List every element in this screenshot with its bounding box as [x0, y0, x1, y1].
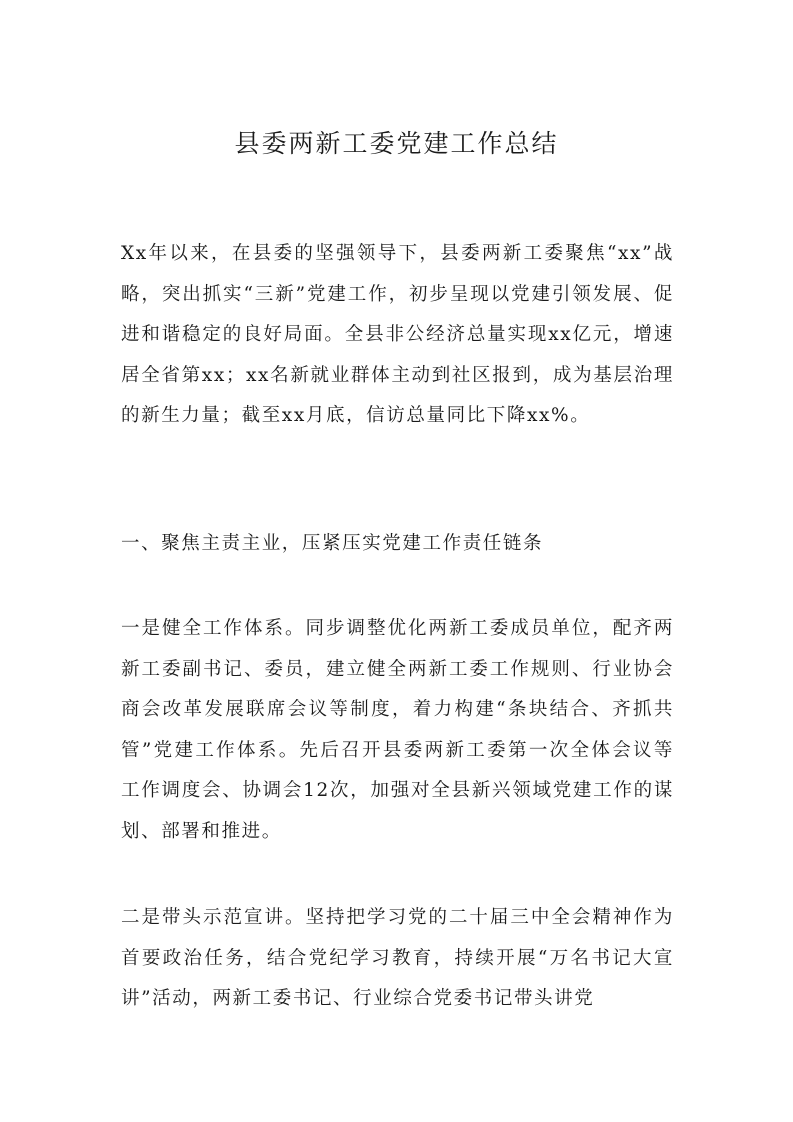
document-title: 县委两新工委党建工作总结 [234, 129, 559, 158]
intro-paragraph: Xx年以来，在县委的坚强领导下，县委两新工委聚焦“xx”战略，突出抓实“三新”党建工作，初步呈现以党建引领发展、促进和谐稳定的良好局面。全县非公经济总量实现xx亿元，增速居全省第xx；xx名新就业群体主动到社区报到，成为基层治理的新生力量；截至xx月底，信访总量同比下降xx%。 [121, 243, 674, 426]
body-paragraph: 二是带头示范宣讲。坚持把学习党的二十届三中全会精神作为首要政治任务，结合党纪学习教育，持续开展“万名书记大宣讲”活动，两新工委书记、行业综合党委书记带头讲党 [121, 907, 674, 1009]
section-heading: 一、聚焦主责主业，压紧压实党建工作责任链条 [121, 533, 544, 554]
body-paragraph: 一是健全工作体系。同步调整优化两新工委成员单位，配齐两新工委副书记、委员，建立健全两新工委工作规则、行业协会商会改革发展联席会议等制度，着力构建“条块结合、齐抓共管”党建工作体系。先后召开县委两新工委第一次全体会议等工作调度会、协调会12次，加强对全县新兴领域党建工作的谋划、部署和推进。 [121, 618, 674, 842]
